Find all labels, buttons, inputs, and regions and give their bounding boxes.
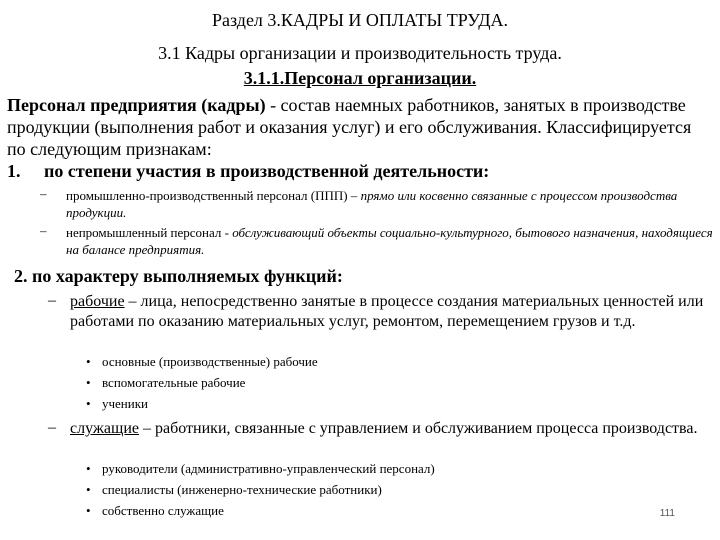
workers-definition: – лица, непосредственно занятые в процессе создания материальных ценностей или работами по оказанию материальных услуг, ремонтом, перемещением грузов и т.д. [70,293,704,330]
list-item: • ученики [86,396,148,411]
employees-paragraph [70,419,710,439]
dash-marker: – [48,419,56,436]
workers-paragraph [70,292,710,332]
list-item-ppp [66,187,706,221]
intro-definition: - состав наемных работников, занятых в производстве продукции (выполнения работ и оказания услуг) и его обслуживания. Классифицируется по следующим признакам: [7,95,692,159]
list-item-non-industrial [66,224,714,258]
dash-marker: – [40,186,47,201]
employees-definition: – работники, связанные с управлением и обслуживанием процесса производства. [139,420,698,437]
subsubsection-title: 3.1.1.Персонал организации. [243,68,477,88]
non-industrial-label: непромышленный персонал [66,225,225,240]
criterion-1-number: 1. [7,161,21,181]
criterion-1-heading [7,161,489,182]
list-item: • основные (производственные) рабочие [86,354,318,369]
list-item: • специалисты (инженерно-технические работники) [86,482,382,497]
non-industrial-description: - обслуживающий объекты социально-культурного, бытового назначения, находящиеся на балансе предприятия. [66,225,713,257]
criterion-1-text: по степени участия в производственной деятельности: [44,161,490,181]
employees-term: служащие [70,420,140,437]
page-number: 111 [659,508,675,519]
intro-paragraph [7,94,713,160]
section-title: Раздел 3.КАДРЫ И ОПЛАТЫ ТРУДА. [212,10,508,30]
dash-marker: – [48,292,56,309]
subsection-title: 3.1 Кадры организации и производительность труда. [158,43,562,63]
list-item: • собственно служащие [86,503,224,518]
list-item: • руководители (административно-управленческий персонал) [86,461,435,476]
list-item: • вспомогательные рабочие [86,375,246,390]
workers-term: рабочие [70,293,125,310]
dash-marker: – [40,223,47,238]
ppp-label: промышленно-производственный персонал (ППП) – [66,188,361,203]
ppp-description: прямо или косвенно связанные с процессом производства продукции. [66,188,678,220]
intro-term: Персонал предприятия (кадры) [7,95,266,115]
criterion-2-heading: 2. по характеру выполняемых функций: [14,266,343,286]
